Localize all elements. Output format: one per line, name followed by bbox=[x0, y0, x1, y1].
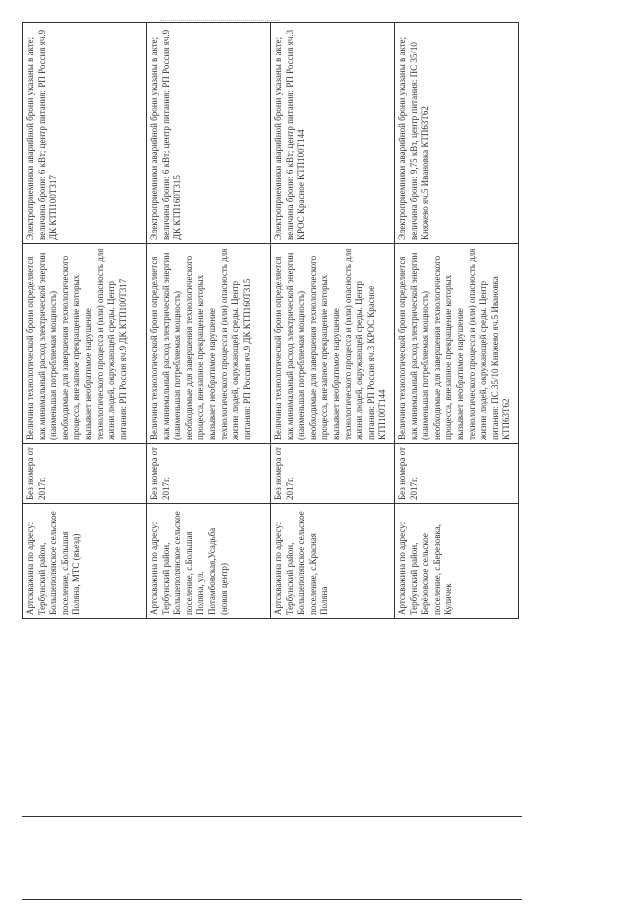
address-cell: Артскважина по адресу: Тербунский район, Большеполянское сельское поселение, с.Большая Поляна, ул. Потамбовская,Усадьба (новая центр) bbox=[147, 504, 271, 619]
date-cell: Без номера от 2017г. bbox=[271, 444, 395, 504]
address-cell: Артскважина по адресу: Тербунский район, Берёзовское сельское поселение, с.Березовка, Куличек bbox=[395, 504, 519, 619]
date-cell: Без номера от 2017г. bbox=[147, 444, 271, 504]
date-cell: Без номера от 2017г. bbox=[23, 444, 147, 504]
tech-reserve-cell: Величина технологической брони определяется как минимальный расход электрической энергии (наименьшая потребляемая мощность) необходимые для завершения технологического процесса, внезапное прекращение которых вызывает необратимое нарушение технологического процесса и (или) опасность для жизни людей, окружающей среды. Центр питания: ПС 35/10 Княжево яч.5 Ивановка КТП63Т62 bbox=[395, 244, 519, 444]
tech-reserve-cell: Величина технологической брони определяется как минимальный расход электрической энергии (наименьшая потребляемая мощность) необходимые для завершения технологического процесса, внезапное прекращение которых вызывает необратимое нарушение технологического процесса и (или) опасность для жизни людей, окружающей среды. Центр питания: РП Россия яч.9 ДК КТП160Т315 bbox=[147, 244, 271, 444]
tech-reserve-cell: Величина технологической брони определяется как минимальный расход электрической энергии (наименьшая потребляемая мощность) необходимые для завершения технологического процесса, внезапное прекращение которых вызывает необратимое нарушение технологического процесса и (или) опасность для жизни людей, окружающей среды. Центр питания: РП Россия яч.9 ДК КТП100Т317 bbox=[23, 244, 147, 444]
table-row bbox=[23, 23, 147, 619]
emergency-reserve-cell: Электроприемники аварийной брони указаны в акте; величина брони: 6 кВт; центр питания: РП Россия яч.9 ДК КТП160Т315 bbox=[147, 23, 271, 244]
emergency-reserve-cell: Электроприемники аварийной брони указаны в акте; величина брони: 9,75 кВт, центр питания: ПС 35/10 Княжево яч.5 Ивановка КТП63Т62 bbox=[395, 23, 519, 244]
emergency-reserve-cell: Электроприемники аварийной брони указаны в акте; величина брони: 6 кВт; центр питания: РП Россия яч.3 КРОС Красное КТП100Т144 bbox=[271, 23, 395, 244]
scan-dotted-edge bbox=[160, 14, 280, 21]
table-row bbox=[395, 23, 519, 619]
table-row bbox=[147, 23, 271, 619]
margin-rule-middle bbox=[22, 816, 522, 817]
emergency-reserve-cell: Электроприемники аварийной брони указаны в акте; величина брони: 6 кВт; центр питания: РП Россия яч.9 ДК КТП100Т317 bbox=[23, 23, 147, 244]
tech-reserve-cell: Величина технологической брони определяется как минимальный расход электрической энергии (наименьшая потребляемая мощность) необходимые для завершения технологического процесса, внезапное прекращение которых вызывает необратимое нарушение технологического процесса и (или) опасность для жизни людей, окружающей среды. Центр питания: РП Россия яч.3 КРОС Красное КТП100Т144 bbox=[271, 244, 395, 444]
margin-rule-left bbox=[22, 899, 522, 900]
address-cell: Артскважина по адресу: Тербунский район, Большеполянское сельское поселение, с.Красная Поляна bbox=[271, 504, 395, 619]
table-row bbox=[271, 23, 395, 619]
address-cell: Артскважина по адресу: Тербунский район, Большеполянское сельское поселение, с.Большая Поляна, МТС (въезд) bbox=[23, 504, 147, 619]
backup-power-table bbox=[22, 22, 519, 619]
date-cell: Без номера от 2017г. bbox=[395, 444, 519, 504]
